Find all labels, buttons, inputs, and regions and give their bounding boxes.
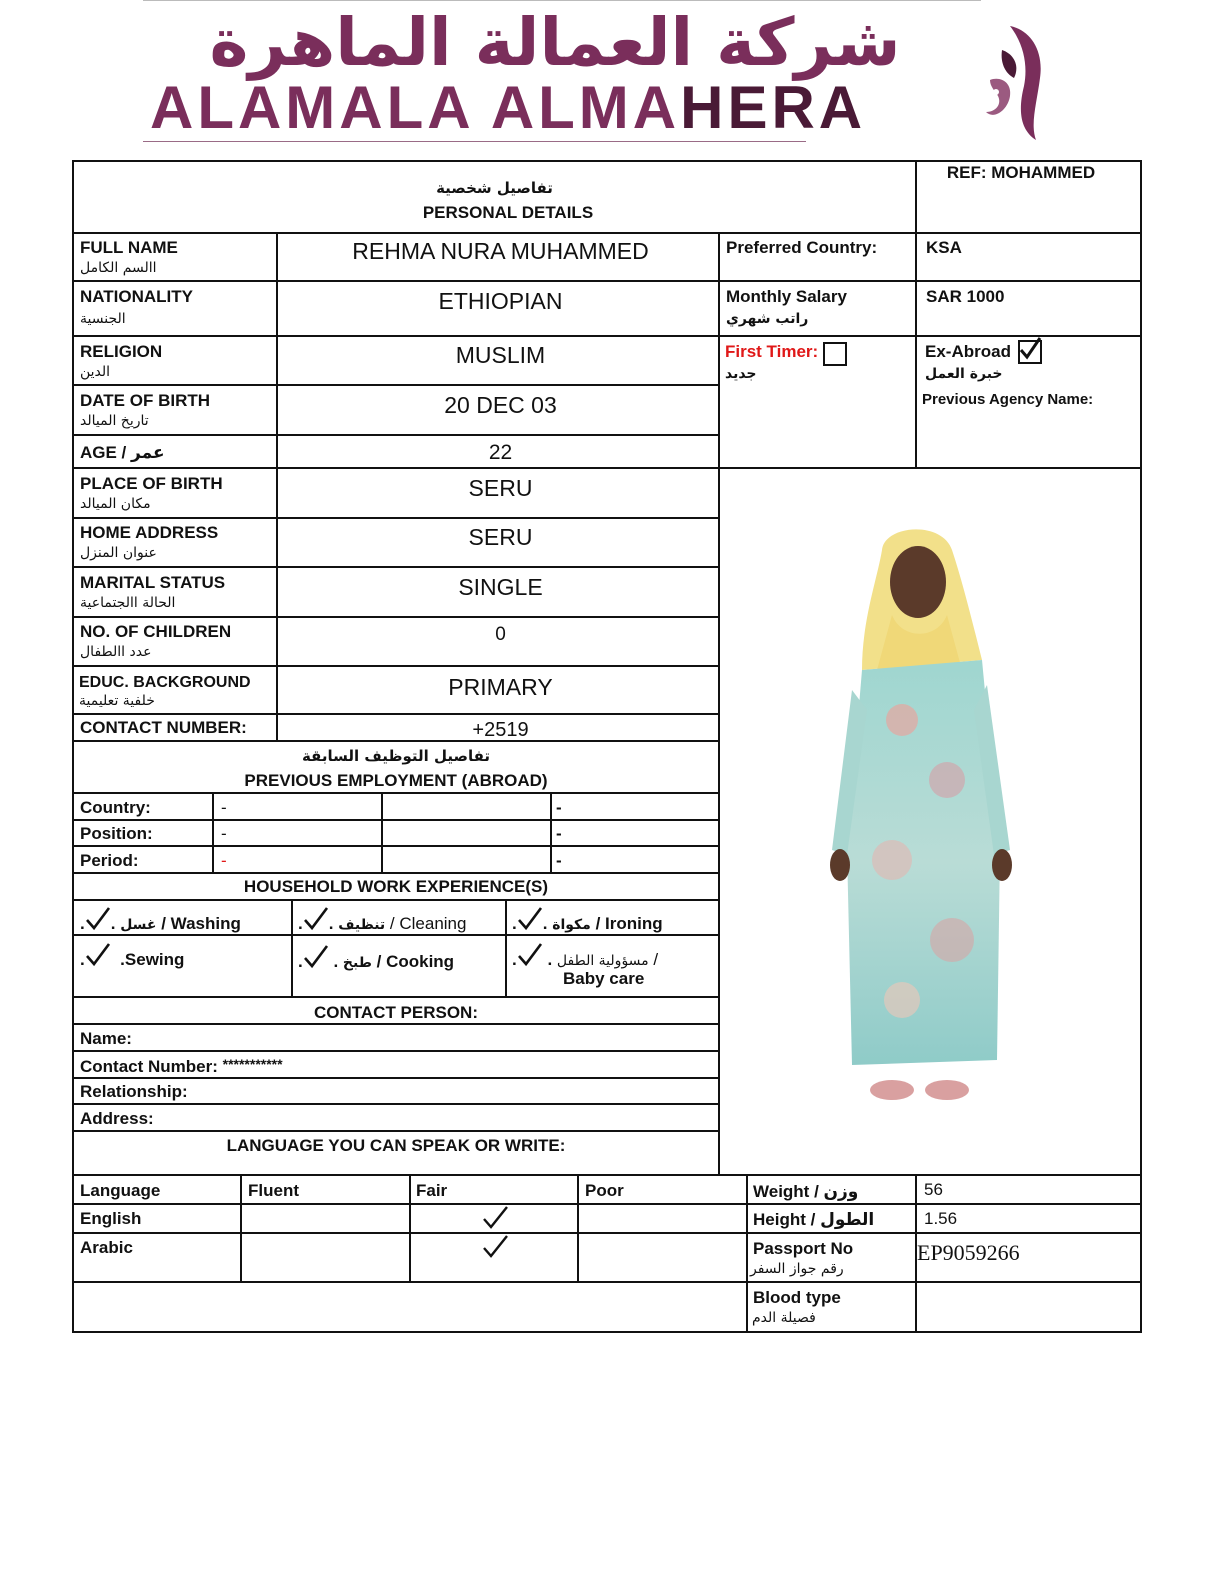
dob-label-ar: تاريخ الميالد <box>80 413 149 429</box>
candidate-photo <box>822 520 1022 1110</box>
children-label-ar: عدد االطفال <box>80 644 152 660</box>
pob-label: PLACE OF BIRTH <box>80 474 223 493</box>
salary-label-ar: راتب شهري <box>726 311 809 327</box>
education-label: EDUC. BACKGROUND <box>79 674 251 691</box>
household-title: HOUSEHOLD WORK EXPERIENCE(S) <box>243 877 549 896</box>
nationality-label: NATIONALITY <box>80 287 194 306</box>
skill-baby-care-ar: مسؤولية الطفل <box>556 953 649 969</box>
contact-person-title: CONTACT PERSON: <box>313 1003 478 1022</box>
contact-number-row <box>80 1054 283 1077</box>
personal-details-title-ar: تفاصيل شخصية <box>436 179 553 197</box>
skill-washing-en: Washing <box>170 914 241 933</box>
preferred-country-value: KSA <box>926 238 962 257</box>
pob-value: SERU <box>468 475 533 501</box>
prev-period-value-2: - <box>556 851 562 870</box>
checkmark-icon <box>303 945 329 969</box>
salary-value: SAR 1000 <box>926 287 1005 306</box>
contact-number-value: +2519 <box>472 719 529 741</box>
ex-abroad-checkbox[interactable] <box>1018 340 1042 364</box>
brand-english-part1: ALAMALA ALMA <box>150 74 681 141</box>
prev-position-label: Position: <box>80 824 153 843</box>
prev-position-value: - <box>221 824 227 843</box>
ref-label: REF: MOHAMMED <box>946 163 1096 182</box>
language-title: LANGUAGE YOU CAN SPEAK OR WRITE: <box>226 1136 566 1155</box>
checkmark-icon <box>85 907 111 931</box>
checkmark-icon <box>482 1205 510 1231</box>
brand-arabic-name: شركة العمالة الماهرة <box>209 4 901 81</box>
home-address-label-ar: عنوان المنزل <box>80 545 157 561</box>
full-name-label: FULL NAME <box>80 238 178 257</box>
prev-country-value-2: - <box>556 798 562 817</box>
children-label: NO. OF CHILDREN <box>80 622 232 641</box>
contact-relationship-label: Relationship: <box>80 1082 188 1101</box>
skill-baby-care-en: Baby care <box>563 969 645 988</box>
lang-arabic: Arabic <box>80 1238 133 1257</box>
skill-sewing: . .Sewing <box>80 943 184 970</box>
checkmark-icon <box>303 907 329 931</box>
prev-period-value: - <box>221 851 227 870</box>
prev-employment-title-ar: تفاصيل التوظيف السابقة <box>301 747 491 765</box>
religion-label: RELIGION <box>80 342 163 361</box>
skill-washing: . . غسل / Washing <box>80 907 241 935</box>
weight-value: 56 <box>924 1180 943 1199</box>
prev-employment-title: PREVIOUS EMPLOYMENT (ABROAD) <box>244 771 548 790</box>
education-label-ar: خلفية تعليمية <box>79 693 155 709</box>
preferred-country-label: Preferred Country: <box>726 238 878 257</box>
skill-cooking-en: Cooking <box>386 952 455 971</box>
lang-english: English <box>80 1209 142 1228</box>
marital-status-label-ar: الحالة االجتماعية <box>80 595 176 611</box>
checkmark-icon <box>517 907 543 931</box>
contact-number-label: CONTACT NUMBER: <box>80 718 247 737</box>
contact-address-label: Address: <box>80 1109 154 1128</box>
lang-header-language: Language <box>80 1181 161 1200</box>
skill-cooking-ar: طبخ <box>342 955 372 971</box>
lang-header-fluent: Fluent <box>248 1181 299 1200</box>
skill-baby-care: . . مسؤولية الطفل / <box>512 943 658 971</box>
age-value: 22 <box>488 441 513 464</box>
contact-number-row-value: *********** <box>222 1056 283 1072</box>
checkmark-icon <box>482 1234 510 1260</box>
first-timer-label: First Timer: <box>725 342 819 361</box>
skill-cleaning: . . تنظيف / Cleaning <box>298 907 466 935</box>
contact-number-row-label: Contact Number: <box>80 1057 218 1076</box>
full-name-label-ar: االسم الكامل <box>80 260 157 276</box>
first-timer-checkbox[interactable] <box>823 342 847 366</box>
checkmark-icon <box>517 943 543 967</box>
skill-ironing-en: Ironing <box>605 914 663 933</box>
checkmark-icon <box>85 943 111 967</box>
age-label: AGE / عمر <box>80 443 165 462</box>
nationality-value: ETHIOPIAN <box>438 288 563 314</box>
lang-header-fair: Fair <box>416 1181 448 1200</box>
skill-washing-ar: غسل <box>120 917 157 933</box>
skill-cleaning-ar: تنظيف <box>338 917 386 933</box>
height-label: Height / الطول <box>753 1210 875 1229</box>
prev-position-value-2: - <box>556 824 562 843</box>
children-value: 0 <box>495 624 506 645</box>
ex-abroad-label-ar: خبرة العمل <box>925 366 1003 382</box>
height-value: 1.56 <box>924 1209 958 1228</box>
religion-value: MUSLIM <box>455 342 546 368</box>
prev-period-label: Period: <box>80 851 139 870</box>
skill-ironing-ar: مكواة <box>552 917 591 933</box>
nationality-label-ar: الجنسية <box>80 311 126 327</box>
brand-english-part2: HERA <box>680 74 867 141</box>
blood-type-label: Blood type <box>753 1288 841 1307</box>
lang-header-poor: Poor <box>585 1181 624 1200</box>
marital-status-label: MARITAL STATUS <box>80 573 226 592</box>
skill-cooking: . . طبخ / Cooking <box>298 945 454 973</box>
passport-label-ar: رقم جواز السفر <box>750 1261 844 1277</box>
previous-agency-label: Previous Agency Name: <box>922 391 1094 408</box>
contact-name-label: Name: <box>80 1029 132 1048</box>
checkmark-icon <box>1018 336 1044 362</box>
prev-country-value: - <box>221 798 227 817</box>
passport-label: Passport No <box>753 1239 854 1258</box>
weight-label: Weight / وزن <box>753 1182 859 1201</box>
skill-sewing-en: Sewing <box>124 950 185 969</box>
prev-country-label: Country: <box>80 798 151 817</box>
blood-type-label-ar: فصيلة الدم <box>752 1310 816 1326</box>
pob-label-ar: مكان الميالد <box>80 496 151 512</box>
skill-ironing: . . مكواة / Ironing <box>512 907 663 935</box>
home-address-value: SERU <box>468 524 533 550</box>
skill-cleaning-en: Cleaning <box>399 914 467 933</box>
first-timer-label-ar: جديد <box>725 366 757 382</box>
passport-value: EP9059266 <box>917 1240 1020 1265</box>
salary-label: Monthly Salary <box>726 287 847 306</box>
education-value: PRIMARY <box>448 674 553 700</box>
personal-details-title: PERSONAL DETAILS <box>422 203 594 222</box>
home-address-label: HOME ADDRESS <box>80 523 219 542</box>
ex-abroad-label: Ex-Abroad <box>925 342 1011 361</box>
dob-label: DATE OF BIRTH <box>80 391 211 410</box>
full-name-value: REHMA NURA MUHAMMED <box>352 238 649 264</box>
dob-value: 20 DEC 03 <box>444 392 557 418</box>
religion-label-ar: الدين <box>80 364 111 380</box>
marital-status-value: SINGLE <box>458 574 543 600</box>
